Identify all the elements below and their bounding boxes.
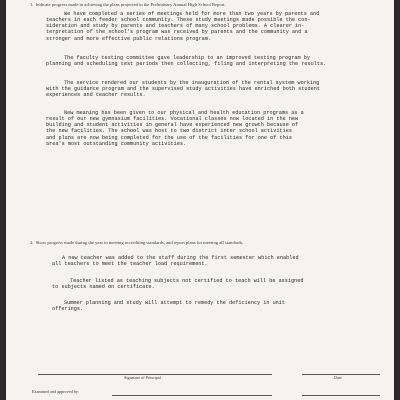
text-line: teachers in each feeder school community. These study meetings made possible the con- <box>46 17 311 24</box>
text-line: offerings. <box>52 306 84 313</box>
text-line: with the guidance program and the supervised study activities have enriched both student <box>46 86 320 93</box>
document-page <box>6 0 394 400</box>
section-2-heading <box>30 240 243 246</box>
text-line: area's most outstanding community activities. <box>46 140 187 147</box>
text-line: Teacher listed as teaching subjects not certified to teach will be assigned <box>70 278 304 284</box>
examined-signature-line <box>112 395 272 396</box>
section-1-paragraph-4 <box>46 110 304 147</box>
text-line: and plans are now being completed for the use of the facilities for one of this <box>46 134 292 141</box>
text-line: sideration and study by parents and teachers of many school problems. A clearer in- <box>46 23 305 30</box>
principal-date-caption: Date <box>334 375 342 380</box>
principal-signature-caption: Signature of Principal <box>124 375 161 380</box>
examined-date-line <box>302 395 380 396</box>
section-2-paragraph-2 <box>52 278 303 290</box>
text-line: experiences and teacher results. <box>46 92 146 99</box>
text-line: building and student activities in general have experienced new growth because of <box>46 122 299 129</box>
examined-approved-label: Examined and approved by: <box>32 389 80 394</box>
text-line: to subjects named on certificate. <box>52 284 155 291</box>
text-line: A new teacher was added to the staff during the first semester which enabled <box>62 255 299 261</box>
section-2-number: 2. <box>30 240 34 245</box>
text-line: stronger and more effective public relations program. <box>46 35 211 42</box>
section-1-paragraph-1 <box>46 11 319 42</box>
text-line: the new facilities. The school was host to two district inter school activities <box>46 128 292 135</box>
text-line: We have completed a series of meetings held for more than two years by parents and <box>64 11 320 17</box>
section-2-paragraph-3 <box>52 300 285 312</box>
section-1-heading <box>30 2 226 8</box>
text-line: Summer planning and study will attempt to remedy the deficiency in unit <box>64 300 286 306</box>
section-1-heading-text: Indicate progress made in achieving the plans projected in the Preliminary Annual High School Report. <box>35 2 226 7</box>
text-line: planning and scheduling test periods then collecting, filing and interpreting the results. <box>46 61 327 68</box>
text-line: terpretation of the school's program was received by parents and the community and a <box>46 29 308 36</box>
text-line: result of our new gymnasium facilities. Vocational classes now located in the new <box>46 116 299 123</box>
section-2-paragraph-1 <box>52 255 299 267</box>
section-1-paragraph-3 <box>46 80 320 98</box>
section-1-number: 1. <box>30 2 34 7</box>
section-1-paragraph-2 <box>46 55 326 67</box>
section-2-heading-text: Show progress made during the year in meeting accrediting standards, and report plans for meeting all standards. <box>35 240 244 245</box>
text-line: The faculty testing committee gave leadership to an improved testing program by <box>64 55 310 61</box>
text-line: The service rendered our students by the inauguration of the rental system working <box>64 80 320 86</box>
text-line: New meaning has been given to our physical and health education programs as a <box>64 110 304 116</box>
text-line: all teachers to meet the teacher load requirement. <box>52 261 208 268</box>
